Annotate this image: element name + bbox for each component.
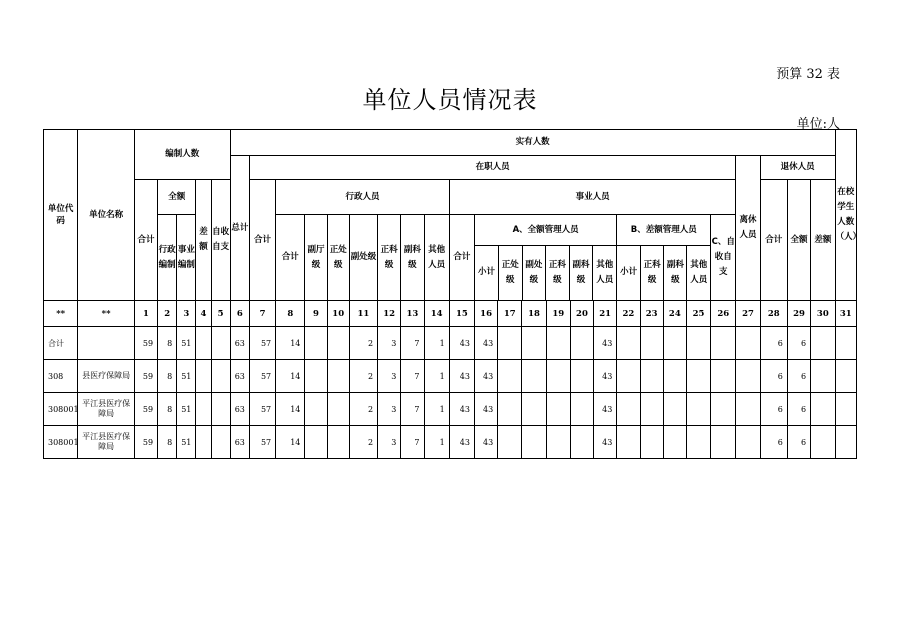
value-cell <box>498 327 522 360</box>
column-number-cell: 20 <box>570 301 593 327</box>
value-cell: 3 <box>378 360 401 393</box>
column-number-cell: 10 <box>327 301 349 327</box>
value-cell: 43 <box>449 327 474 360</box>
value-cell: 43 <box>594 327 617 360</box>
value-cell <box>498 393 522 426</box>
column-number-cell: 19 <box>546 301 570 327</box>
value-cell: 8 <box>158 426 177 459</box>
value-cell <box>570 393 593 426</box>
value-cell <box>736 426 760 459</box>
value-cell <box>196 393 211 426</box>
value-cell: 2 <box>349 360 377 393</box>
column-number-cell: 11 <box>349 301 377 327</box>
value-cell <box>640 426 663 459</box>
col-bz-chae: 差额 <box>196 180 211 301</box>
column-number-cell: 21 <box>594 301 617 327</box>
value-cell <box>686 393 710 426</box>
value-cell: 43 <box>474 327 497 360</box>
col-xz-fuchu: 副处级 <box>349 215 377 301</box>
value-cell <box>570 426 593 459</box>
column-number-cell: 26 <box>711 301 736 327</box>
value-cell <box>327 327 349 360</box>
column-number-cell: 17 <box>498 301 522 327</box>
value-cell: 57 <box>249 360 275 393</box>
value-cell <box>736 393 760 426</box>
value-cell <box>327 360 349 393</box>
column-number-cell: 5 <box>211 301 230 327</box>
col-b-other: 其他人员 <box>687 245 710 300</box>
col-b-fuke: 副科级 <box>664 245 687 300</box>
value-cell <box>196 426 211 459</box>
value-cell: 57 <box>249 426 275 459</box>
value-cell: 51 <box>177 393 196 426</box>
unit-name-cell: 平江县医疗保障局 <box>78 393 135 426</box>
value-cell <box>305 360 327 393</box>
value-cell <box>617 426 640 459</box>
col-xz-zhengke: 正科级 <box>378 215 401 301</box>
value-cell: 43 <box>449 360 474 393</box>
value-cell: 43 <box>594 360 617 393</box>
value-cell <box>305 393 327 426</box>
column-number-cell: 23 <box>640 301 663 327</box>
value-cell <box>663 360 686 393</box>
column-number-cell: 14 <box>424 301 449 327</box>
unit-code-cell: 合计 <box>44 327 78 360</box>
col-zz-total: 合计 <box>249 180 275 301</box>
unit-label: 单位:人 <box>796 117 840 132</box>
col-a-zhengke: 正科级 <box>546 245 570 300</box>
value-cell: 2 <box>349 426 377 459</box>
value-cell: 51 <box>177 360 196 393</box>
value-cell: 6 <box>760 426 787 459</box>
value-cell <box>327 393 349 426</box>
value-cell: 43 <box>449 393 474 426</box>
value-cell: 6 <box>787 426 810 459</box>
value-cell <box>686 426 710 459</box>
col-b-group-cell <box>617 215 711 301</box>
col-shiyou: 实有人数 <box>230 130 835 156</box>
value-cell <box>663 327 686 360</box>
value-cell <box>522 327 546 360</box>
column-number-cell: 7 <box>249 301 275 327</box>
value-cell: 59 <box>134 360 157 393</box>
value-cell <box>711 426 736 459</box>
column-number-cell: 4 <box>196 301 211 327</box>
col-tx-total: 合计 <box>760 180 787 301</box>
value-cell <box>305 327 327 360</box>
col-unit-code: 单位代码 <box>44 130 78 301</box>
value-cell <box>617 360 640 393</box>
value-cell: 2 <box>349 393 377 426</box>
value-cell: 59 <box>134 393 157 426</box>
column-number-cell: 25 <box>686 301 710 327</box>
col-a-fuke: 副科级 <box>569 245 593 300</box>
column-number-cell: 30 <box>811 301 835 327</box>
column-number-cell: ** <box>44 301 78 327</box>
col-sy-total: 总计 <box>230 156 249 301</box>
value-cell <box>711 393 736 426</box>
value-cell <box>522 393 546 426</box>
table-row <box>44 327 857 360</box>
value-cell <box>835 426 856 459</box>
value-cell <box>327 426 349 459</box>
col-bz-xingzheng: 行政编制 <box>158 215 177 301</box>
value-cell: 51 <box>177 426 196 459</box>
column-number-cell: 24 <box>663 301 686 327</box>
column-number-cell: 13 <box>401 301 424 327</box>
col-b-zhengke: 正科级 <box>641 245 664 300</box>
unit-name-cell: 平江县医疗保障局 <box>78 426 135 459</box>
col-bz-total: 合计 <box>134 180 157 301</box>
value-cell <box>196 327 211 360</box>
value-cell: 1 <box>424 360 449 393</box>
unit-code-cell: 308 <box>44 360 78 393</box>
value-cell <box>640 360 663 393</box>
column-number-cell: 2 <box>158 301 177 327</box>
col-shiye: 事业人员 <box>449 180 736 215</box>
col-xz-total: 合计 <box>276 215 305 301</box>
value-cell <box>211 360 230 393</box>
value-cell <box>811 360 835 393</box>
col-a-fuchu: 副处级 <box>522 245 546 300</box>
value-cell <box>640 393 663 426</box>
value-cell <box>663 393 686 426</box>
col-c-zishou: C、自收自支 <box>711 215 736 301</box>
column-number-cell: 28 <box>760 301 787 327</box>
value-cell: 3 <box>378 327 401 360</box>
col-a-zhengchu: 正处级 <box>499 245 523 300</box>
col-bianzhi: 编制人数 <box>134 130 230 180</box>
value-cell: 8 <box>158 393 177 426</box>
value-cell: 14 <box>276 426 305 459</box>
col-a-group-cell <box>474 215 616 301</box>
value-cell <box>546 360 570 393</box>
col-xz-other: 其他人员 <box>424 215 449 301</box>
col-zaizhi: 在职人员 <box>249 156 736 180</box>
col-b-sub: 小计 <box>617 245 640 300</box>
value-cell <box>570 327 593 360</box>
table-row <box>44 426 857 459</box>
value-cell <box>546 426 570 459</box>
value-cell <box>711 360 736 393</box>
value-cell: 57 <box>249 327 275 360</box>
value-cell <box>305 426 327 459</box>
value-cell: 6 <box>760 360 787 393</box>
value-cell: 63 <box>230 426 249 459</box>
value-cell: 6 <box>760 327 787 360</box>
col-tuixiu: 退休人员 <box>760 156 835 180</box>
value-cell <box>736 327 760 360</box>
col-sye-total: 合计 <box>449 215 474 301</box>
value-cell: 7 <box>401 360 424 393</box>
col-lixiu: 离休人员 <box>736 156 760 301</box>
value-cell: 7 <box>401 327 424 360</box>
value-cell: 7 <box>401 426 424 459</box>
value-cell: 43 <box>594 393 617 426</box>
value-cell <box>663 426 686 459</box>
value-cell: 63 <box>230 327 249 360</box>
value-cell <box>522 360 546 393</box>
value-cell <box>211 393 230 426</box>
value-cell <box>522 426 546 459</box>
unit-code-cell: 308001 <box>44 393 78 426</box>
unit-name-cell <box>78 327 135 360</box>
value-cell: 14 <box>276 393 305 426</box>
col-b-group: B、差额管理人员 <box>617 215 710 245</box>
value-cell <box>811 393 835 426</box>
value-cell <box>686 327 710 360</box>
value-cell: 6 <box>787 360 810 393</box>
value-cell <box>498 360 522 393</box>
value-cell <box>211 426 230 459</box>
column-number-cell: 22 <box>617 301 640 327</box>
value-cell <box>835 360 856 393</box>
column-number-row <box>44 301 857 327</box>
col-a-group: A、全额管理人员 <box>475 215 616 245</box>
value-cell <box>811 426 835 459</box>
value-cell <box>711 327 736 360</box>
value-cell <box>686 360 710 393</box>
column-number-cell: 6 <box>230 301 249 327</box>
col-xingzheng: 行政人员 <box>276 180 450 215</box>
value-cell: 51 <box>177 327 196 360</box>
value-cell: 43 <box>594 426 617 459</box>
column-number-cell: 16 <box>474 301 497 327</box>
value-cell <box>546 393 570 426</box>
value-cell: 7 <box>401 393 424 426</box>
value-cell: 8 <box>158 360 177 393</box>
value-cell: 1 <box>424 426 449 459</box>
col-a-sub: 小计 <box>475 245 499 300</box>
column-number-cell: 12 <box>378 301 401 327</box>
column-number-cell: 31 <box>835 301 856 327</box>
value-cell: 1 <box>424 393 449 426</box>
value-cell <box>196 360 211 393</box>
value-cell <box>498 426 522 459</box>
column-number-cell: 1 <box>134 301 157 327</box>
value-cell: 43 <box>449 426 474 459</box>
value-cell: 63 <box>230 360 249 393</box>
value-cell: 14 <box>276 327 305 360</box>
value-cell: 1 <box>424 327 449 360</box>
column-number-cell: 9 <box>305 301 327 327</box>
value-cell: 59 <box>134 426 157 459</box>
value-cell <box>835 393 856 426</box>
value-cell: 6 <box>787 327 810 360</box>
column-number-cell: 15 <box>449 301 474 327</box>
column-number-cell: 27 <box>736 301 760 327</box>
value-cell <box>736 360 760 393</box>
value-cell: 2 <box>349 327 377 360</box>
col-unit-name: 单位名称 <box>78 130 135 301</box>
value-cell: 14 <box>276 360 305 393</box>
col-xz-zhengchu: 正处级 <box>327 215 349 301</box>
col-zaixiao: 在校学生人数（人） <box>835 130 856 301</box>
value-cell: 43 <box>474 360 497 393</box>
form-code: 预算 32 表 <box>776 67 840 82</box>
col-bz-zishou: 自收自支 <box>211 180 230 301</box>
value-cell: 3 <box>378 426 401 459</box>
personnel-table <box>43 129 862 459</box>
value-cell: 8 <box>158 327 177 360</box>
table-row <box>44 360 857 393</box>
value-cell <box>640 327 663 360</box>
unit-name-cell: 县医疗保障局 <box>78 360 135 393</box>
col-tx-quane: 全额 <box>787 180 810 301</box>
column-number-cell: ** <box>78 301 135 327</box>
col-bz-quane: 全额 <box>158 180 196 215</box>
value-cell: 63 <box>230 393 249 426</box>
value-cell <box>211 327 230 360</box>
column-number-cell: 8 <box>276 301 305 327</box>
col-xz-fuke: 副科级 <box>401 215 424 301</box>
value-cell <box>546 327 570 360</box>
unit-code-cell: 308001 <box>44 426 78 459</box>
col-xz-futing: 副厅级 <box>305 215 327 301</box>
col-tx-chae: 差额 <box>811 180 835 301</box>
value-cell: 57 <box>249 393 275 426</box>
value-cell: 6 <box>760 393 787 426</box>
column-number-cell: 29 <box>787 301 810 327</box>
value-cell: 3 <box>378 393 401 426</box>
value-cell <box>811 327 835 360</box>
value-cell <box>617 393 640 426</box>
value-cell <box>617 327 640 360</box>
value-cell <box>570 360 593 393</box>
column-number-cell: 18 <box>522 301 546 327</box>
value-cell: 6 <box>787 393 810 426</box>
value-cell: 59 <box>134 327 157 360</box>
column-number-cell: 3 <box>177 301 196 327</box>
value-cell: 43 <box>474 426 497 459</box>
value-cell <box>835 327 856 360</box>
col-bz-shiye: 事业编制 <box>177 215 196 301</box>
page-title: 单位人员情况表 <box>362 86 538 114</box>
value-cell: 43 <box>474 393 497 426</box>
col-a-other: 其他人员 <box>593 245 617 300</box>
table-row <box>44 393 857 426</box>
